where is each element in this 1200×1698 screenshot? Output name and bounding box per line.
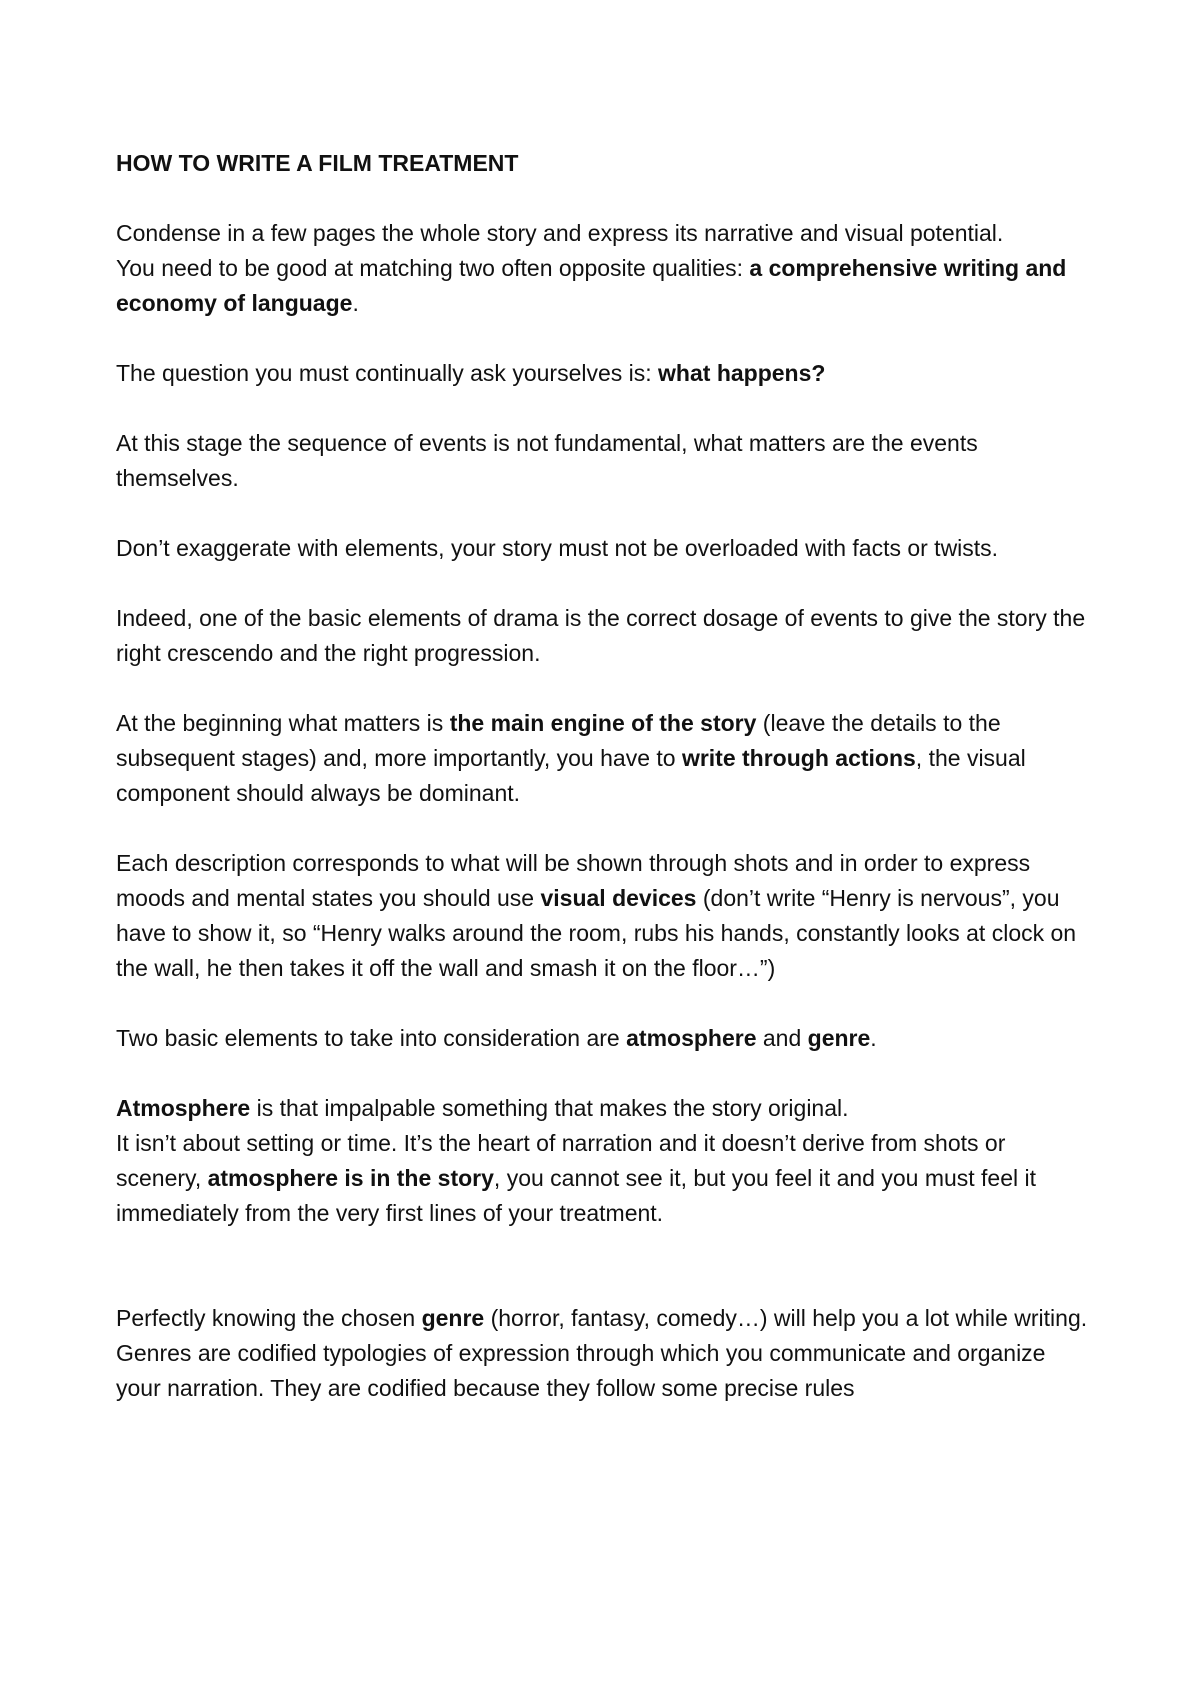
text: (horror, fantasy, comedy…) will help you a lot while writing. bbox=[484, 1305, 1088, 1331]
text: (leave the details to the subsequent stages) and, more importantly, you have to bbox=[116, 710, 1001, 771]
text: Each description corresponds to what will be shown through shots and in order to express moods and mental states you should use bbox=[116, 850, 1031, 911]
paragraph-condense: Condense in a few pages the whole story and express its narrative and visual potential. bbox=[116, 220, 1004, 246]
text: . bbox=[352, 290, 359, 316]
text: , you cannot see it, but you feel it and you must feel it immediately from the very first lines of your treatment. bbox=[116, 1165, 1037, 1226]
text: is that impalpable something that makes the story original. bbox=[250, 1095, 849, 1121]
paragraph-visual-devices bbox=[116, 846, 1090, 986]
bold-text: a comprehensive writing and economy of language bbox=[116, 255, 1067, 316]
paragraph-drama-dosage: Indeed, one of the basic elements of drama is the correct dosage of events to give the story the right crescendo and the right progression. bbox=[116, 605, 1086, 666]
paragraph-atmosphere bbox=[116, 1091, 1090, 1126]
bold-text: write through actions bbox=[681, 745, 916, 771]
paragraph-matching-qualities bbox=[116, 251, 1090, 321]
bold-text: Atmosphere bbox=[116, 1095, 251, 1121]
paragraph-main-engine bbox=[116, 706, 1090, 811]
text: and bbox=[756, 1025, 808, 1051]
bold-text: the main engine of the story bbox=[449, 710, 757, 736]
bold-text: visual devices bbox=[540, 885, 697, 911]
document-title: HOW TO WRITE A FILM TREATMENT bbox=[116, 150, 519, 176]
bold-text: atmosphere bbox=[626, 1025, 757, 1051]
text: You need to be good at matching two often opposite qualities: bbox=[116, 255, 750, 281]
paragraph-basic-elements bbox=[116, 1021, 1090, 1056]
paragraph-sequence: At this stage the sequence of events is not fundamental, what matters are the events themselves. bbox=[116, 430, 978, 491]
text: It isn’t about setting or time. It’s the heart of narration and it doesn’t derive from shots or scenery, bbox=[116, 1130, 1006, 1191]
bold-text: genre bbox=[421, 1305, 485, 1331]
paragraph-question bbox=[116, 356, 1090, 391]
text: Two basic elements to take into consideration are bbox=[116, 1025, 627, 1051]
text: . bbox=[870, 1025, 877, 1051]
text: , the visual component should always be dominant. bbox=[116, 745, 1026, 806]
bold-text: atmosphere is in the story bbox=[207, 1165, 494, 1191]
paragraph-genres-codified: Genres are codified typologies of expression through which you communicate and organize your narration. They are codified because they follow some precise rules bbox=[116, 1340, 1046, 1401]
bold-text: what happens? bbox=[658, 360, 826, 386]
paragraph-exaggerate: Don’t exaggerate with elements, your story must not be overloaded with facts or twists. bbox=[116, 535, 999, 561]
text: (don’t write “Henry is nervous”, you have to show it, so “Henry walks around the room, rubs his hands, constantly looks at clock on the wall, he then takes it off the wall and smash it on the floor…”) bbox=[116, 885, 1077, 981]
text: The question you must continually ask yourselves is: bbox=[116, 360, 659, 386]
bold-text: genre bbox=[807, 1025, 871, 1051]
text: Perfectly knowing the chosen bbox=[116, 1305, 422, 1331]
text: At the beginning what matters is bbox=[116, 710, 450, 736]
paragraph-genre bbox=[116, 1301, 1090, 1336]
paragraph-atmosphere-detail bbox=[116, 1126, 1090, 1231]
